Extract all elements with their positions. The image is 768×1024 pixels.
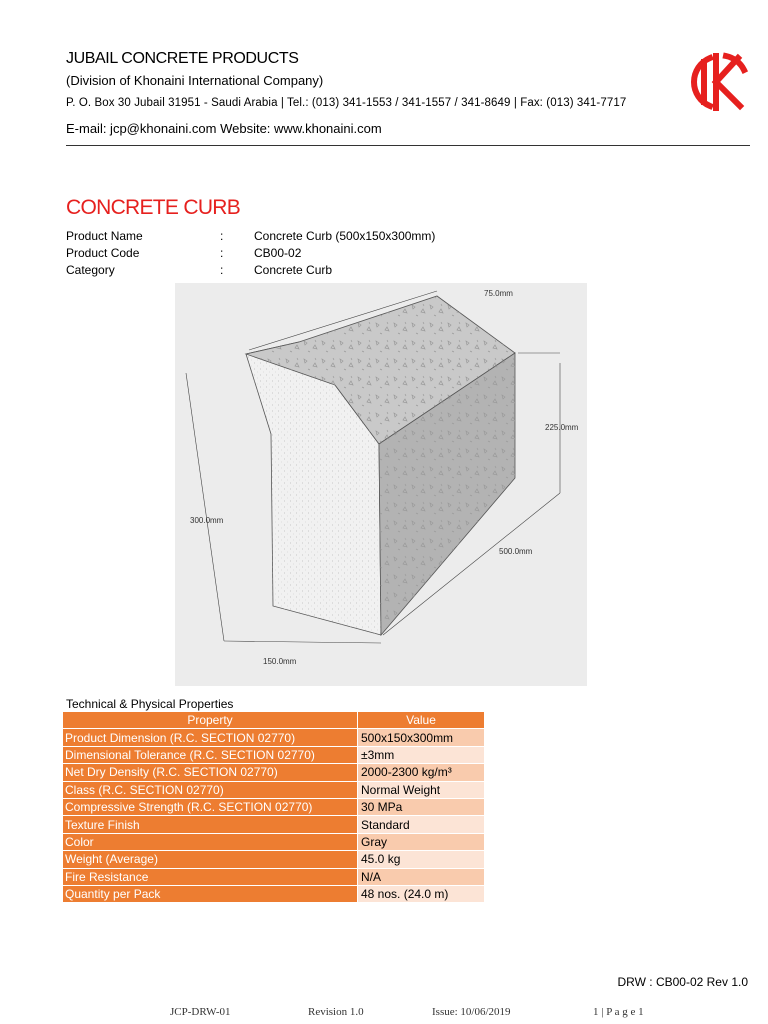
property-cell: Dimensional Tolerance (R.C. SECTION 02770)	[63, 746, 358, 763]
table-row	[63, 868, 485, 885]
value-cell: 2000-2300 kg/m³	[358, 764, 485, 781]
value-cell: 30 MPa	[358, 798, 485, 815]
info-separator: :	[220, 263, 224, 277]
property-cell: Class (R.C. SECTION 02770)	[63, 781, 358, 798]
value-cell: Gray	[358, 833, 485, 850]
table-row	[63, 816, 485, 833]
khonaini-logo-icon	[686, 50, 750, 114]
value-cell: Normal Weight	[358, 781, 485, 798]
table-header-row	[63, 712, 485, 729]
table-row	[63, 764, 485, 781]
info-value: CB00-02	[254, 246, 302, 260]
info-label: Category	[66, 263, 115, 277]
dimension-top: 75.0mm	[484, 289, 513, 298]
column-header-value: Value	[358, 712, 485, 729]
curb-3d-drawing	[175, 283, 587, 686]
company-name: JUBAIL CONCRETE PRODUCTS	[66, 50, 299, 67]
footer-page-number: 1 | P a g e 1	[593, 1006, 644, 1018]
property-cell: Texture Finish	[63, 816, 358, 833]
dimension-bottom: 150.0mm	[263, 657, 297, 666]
table-row	[63, 781, 485, 798]
property-cell: Fire Resistance	[63, 868, 358, 885]
dimension-right: 225.0mm	[545, 423, 579, 432]
property-cell: Compressive Strength (R.C. SECTION 02770)	[63, 798, 358, 815]
property-cell: Color	[63, 833, 358, 850]
property-cell: Net Dry Density (R.C. SECTION 02770)	[63, 764, 358, 781]
footer-doc-code: JCP-DRW-01	[170, 1006, 231, 1018]
value-cell: 48 nos. (24.0 m)	[358, 885, 485, 902]
dimension-left: 300.0mm	[190, 516, 224, 525]
properties-table	[63, 712, 485, 903]
info-value: Concrete Curb (500x150x300mm)	[254, 229, 436, 243]
info-separator: :	[220, 229, 224, 243]
info-separator: :	[220, 246, 224, 260]
value-cell: 45.0 kg	[358, 851, 485, 868]
table-row	[63, 798, 485, 815]
property-cell: Product Dimension (R.C. SECTION 02770)	[63, 729, 358, 746]
info-value: Concrete Curb	[254, 263, 333, 277]
table-row	[63, 746, 485, 763]
value-cell: ±3mm	[358, 746, 485, 763]
company-contact: E-mail: jcp@khonaini.com Website: www.khonaini.com	[66, 121, 382, 136]
info-label: Product Code	[66, 246, 140, 260]
value-cell: N/A	[358, 868, 485, 885]
properties-caption: Technical & Physical Properties	[66, 697, 234, 711]
document-title: CONCRETE CURB	[66, 196, 241, 219]
value-cell: 500x150x300mm	[358, 729, 485, 746]
column-header-property: Property	[63, 712, 358, 729]
value-cell: Standard	[358, 816, 485, 833]
header-divider	[66, 145, 750, 146]
dimension-length: 500.0mm	[499, 547, 533, 556]
footer-issue-date: Issue: 10/06/2019	[432, 1006, 511, 1018]
table-row	[63, 851, 485, 868]
property-cell: Weight (Average)	[63, 851, 358, 868]
table-row	[63, 833, 485, 850]
company-division: (Division of Khonaini International Company)	[66, 73, 324, 88]
property-cell: Quantity per Pack	[63, 885, 358, 902]
table-row	[63, 885, 485, 902]
company-address: P. O. Box 30 Jubail 31951 - Saudi Arabia | Tel.: (013) 341-1553 / 341-1557 / 341-8649 | Fax: (013) 341-7717	[66, 97, 627, 109]
table-row	[63, 729, 485, 746]
drawing-reference: DRW : CB00-02 Rev 1.0	[617, 975, 748, 989]
info-label: Product Name	[66, 229, 143, 243]
footer-revision: Revision 1.0	[308, 1006, 364, 1018]
